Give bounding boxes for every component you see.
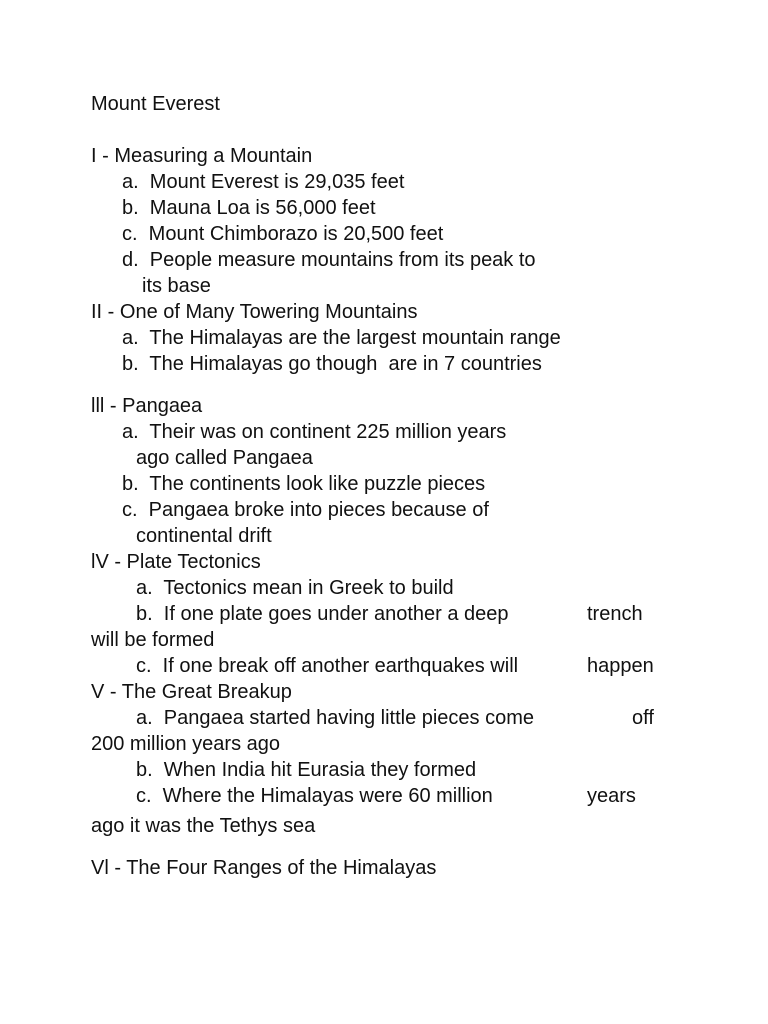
list-item: a. The Himalayas are the largest mountain range — [122, 327, 561, 349]
list-item-fragment: off — [632, 707, 654, 729]
list-item: b. If one plate goes under another a deep — [136, 603, 509, 625]
section-heading-2: II - One of Many Towering Mountains — [91, 301, 418, 323]
list-item: a. Tectonics mean in Greek to build — [136, 577, 454, 599]
list-item: b. When India hit Eurasia they formed — [136, 759, 477, 781]
list-item: a. Pangaea started having little pieces come — [136, 707, 535, 729]
document-title: Mount Everest — [91, 93, 220, 115]
list-item: c. Pangaea broke into pieces because of — [122, 499, 489, 521]
list-item-continuation: continental drift — [136, 525, 272, 547]
list-item-continuation: ago it was the Tethys sea — [91, 815, 316, 837]
list-item: a. Mount Everest is 29,035 feet — [122, 171, 405, 193]
list-item-continuation: 200 million years ago — [91, 733, 280, 755]
list-item: a. Their was on continent 225 million years — [122, 421, 507, 443]
section-heading-5: V - The Great Breakup — [91, 681, 292, 703]
list-item: d. People measure mountains from its peak to — [122, 249, 536, 271]
list-item: c. Where the Himalayas were 60 million — [136, 785, 493, 807]
section-heading-1: I - Measuring a Mountain — [91, 145, 313, 167]
list-item-continuation: ago called Pangaea — [136, 447, 313, 469]
list-item-continuation: will be formed — [91, 629, 215, 651]
list-item: b. Mauna Loa is 56,000 feet — [122, 197, 376, 219]
list-item-continuation: its base — [142, 275, 211, 297]
list-item-fragment: trench — [587, 603, 643, 625]
list-item: b. The Himalayas go though are in 7 countries — [122, 353, 542, 375]
section-heading-6: Vl - The Four Ranges of the Himalayas — [91, 857, 437, 879]
section-heading-3: lll - Pangaea — [91, 395, 203, 417]
list-item-fragment: happen — [587, 655, 654, 677]
list-item: c. Mount Chimborazo is 20,500 feet — [122, 223, 444, 245]
list-item: b. The continents look like puzzle pieces — [122, 473, 486, 495]
list-item: c. If one break off another earthquakes will — [136, 655, 519, 677]
list-item-fragment: years — [587, 785, 636, 807]
section-heading-4: lV - Plate Tectonics — [91, 551, 261, 573]
